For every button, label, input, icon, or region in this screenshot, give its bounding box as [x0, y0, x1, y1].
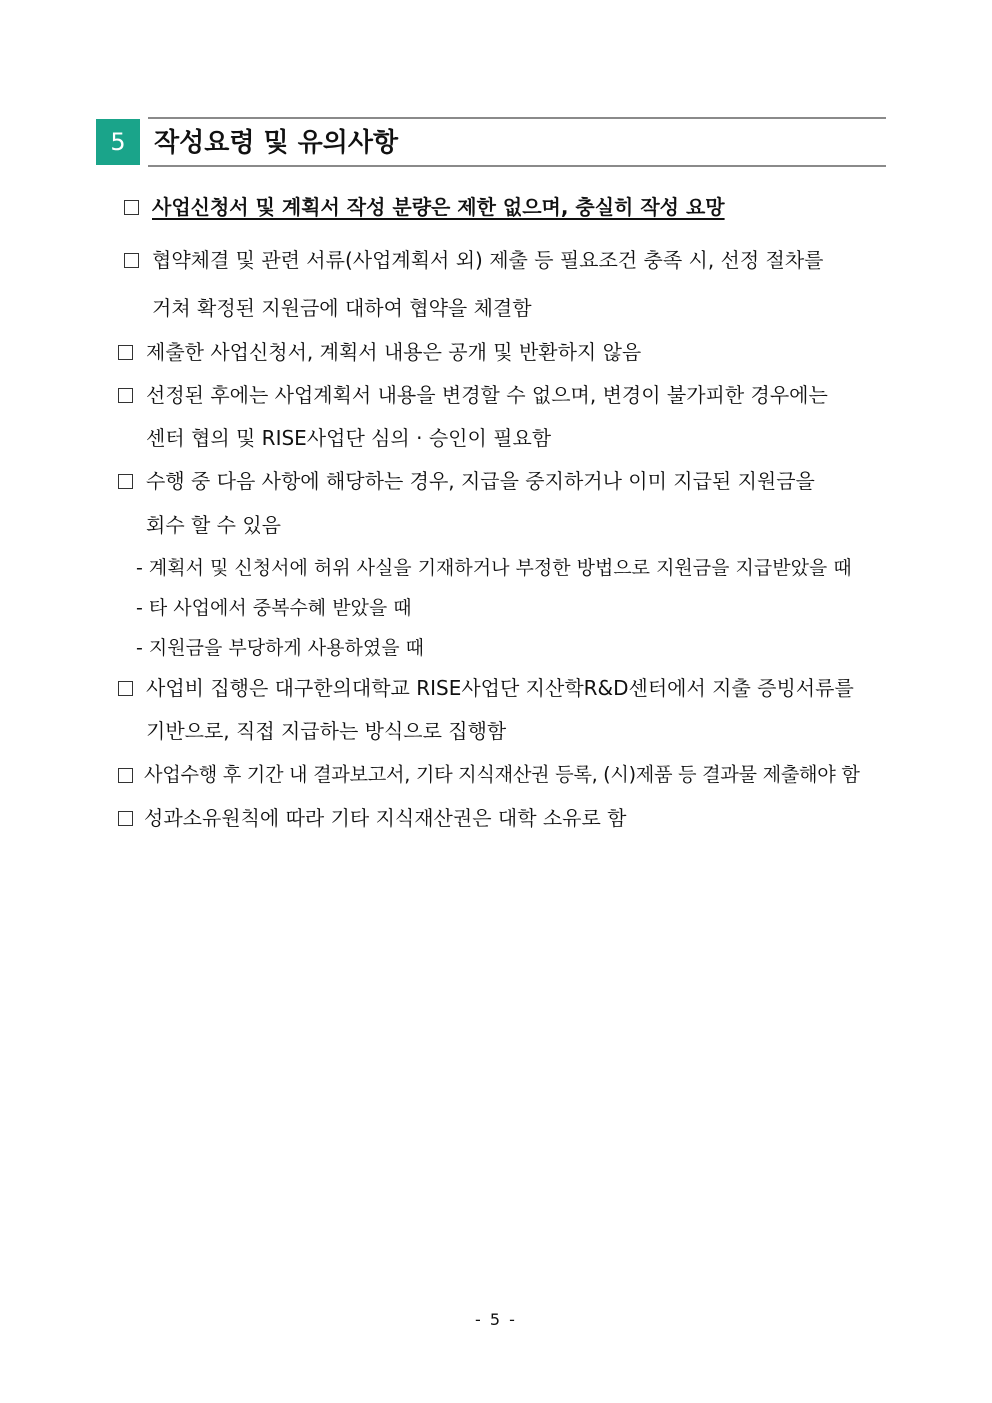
- checkbox-icon: [118, 768, 133, 783]
- checkbox-icon: [118, 811, 133, 826]
- item-text: 성과소유원칙에 따라 기타 지식재산권은 대학 소유로 함: [144, 806, 627, 830]
- item-text-line2: 센터 협의 및 RISE사업단 심의 · 승인이 필요함: [146, 426, 552, 450]
- sub-item-misuse: - 지원금을 부당하게 사용하였을 때: [136, 637, 424, 659]
- checkbox-icon: [118, 388, 133, 403]
- item-text-line2: 기반으로, 직접 지급하는 방식으로 집행함: [146, 719, 507, 743]
- item-text-line1: 협약체결 및 관련 서류(사업계획서 외) 제출 등 필요조건 충족 시, 선정 절차를: [152, 248, 824, 272]
- list-item-agreement: [124, 248, 824, 272]
- item-text-line1: 수행 중 다음 사항에 해당하는 경우, 지급을 중지하거나 이미 지급된 지원금을: [146, 469, 815, 493]
- section-title: 작성요령 및 유의사항: [154, 128, 399, 158]
- list-item-payment-stop: [118, 469, 815, 493]
- item-text: 사업수행 후 기간 내 결과보고서, 기타 지식재산권 등록, (시)제품 등 결과물 제출해야 함: [144, 763, 860, 786]
- item-text-line1: 사업비 집행은 대구한의대학교 RISE사업단 지산학R&D센터에서 지출 증빙서류를: [146, 676, 854, 700]
- list-item-writing-volume: [124, 195, 725, 219]
- header-top-rule: [148, 117, 886, 119]
- checkbox-icon: [124, 200, 139, 215]
- item-text-line1: 선정된 후에는 사업계획서 내용을 변경할 수 없으며, 변경이 불가피한 경우에는: [146, 383, 828, 407]
- list-item-no-return: [118, 340, 642, 364]
- item-text: 사업신청서 및 계획서 작성 분량은 제한 없으며, 충실히 작성 요망: [152, 195, 725, 219]
- section-number-badge: 5: [96, 119, 140, 165]
- item-text-line2: 회수 할 수 있음: [146, 513, 281, 537]
- list-item-budget-execution: [118, 676, 854, 700]
- sub-item-duplicate-benefit: - 타 사업에서 중복수혜 받았을 때: [136, 597, 412, 619]
- header-bottom-rule: [148, 165, 886, 167]
- item-text: 제출한 사업신청서, 계획서 내용은 공개 및 반환하지 않음: [146, 340, 642, 364]
- checkbox-icon: [118, 681, 133, 696]
- list-item-result-report: [118, 763, 860, 787]
- checkbox-icon: [124, 253, 139, 268]
- page-number: - 5 -: [475, 1310, 517, 1329]
- item-text-line2: 거쳐 확정된 지원금에 대하여 협약을 체결함: [152, 296, 532, 320]
- list-item-ip-ownership: [118, 806, 627, 830]
- sub-item-false-facts: - 계획서 및 신청서에 허위 사실을 기재하거나 부정한 방법으로 지원금을 지급받았을 때: [136, 557, 852, 579]
- list-item-plan-change: [118, 383, 828, 407]
- checkbox-icon: [118, 474, 133, 489]
- section-header: [96, 117, 886, 167]
- checkbox-icon: [118, 345, 133, 360]
